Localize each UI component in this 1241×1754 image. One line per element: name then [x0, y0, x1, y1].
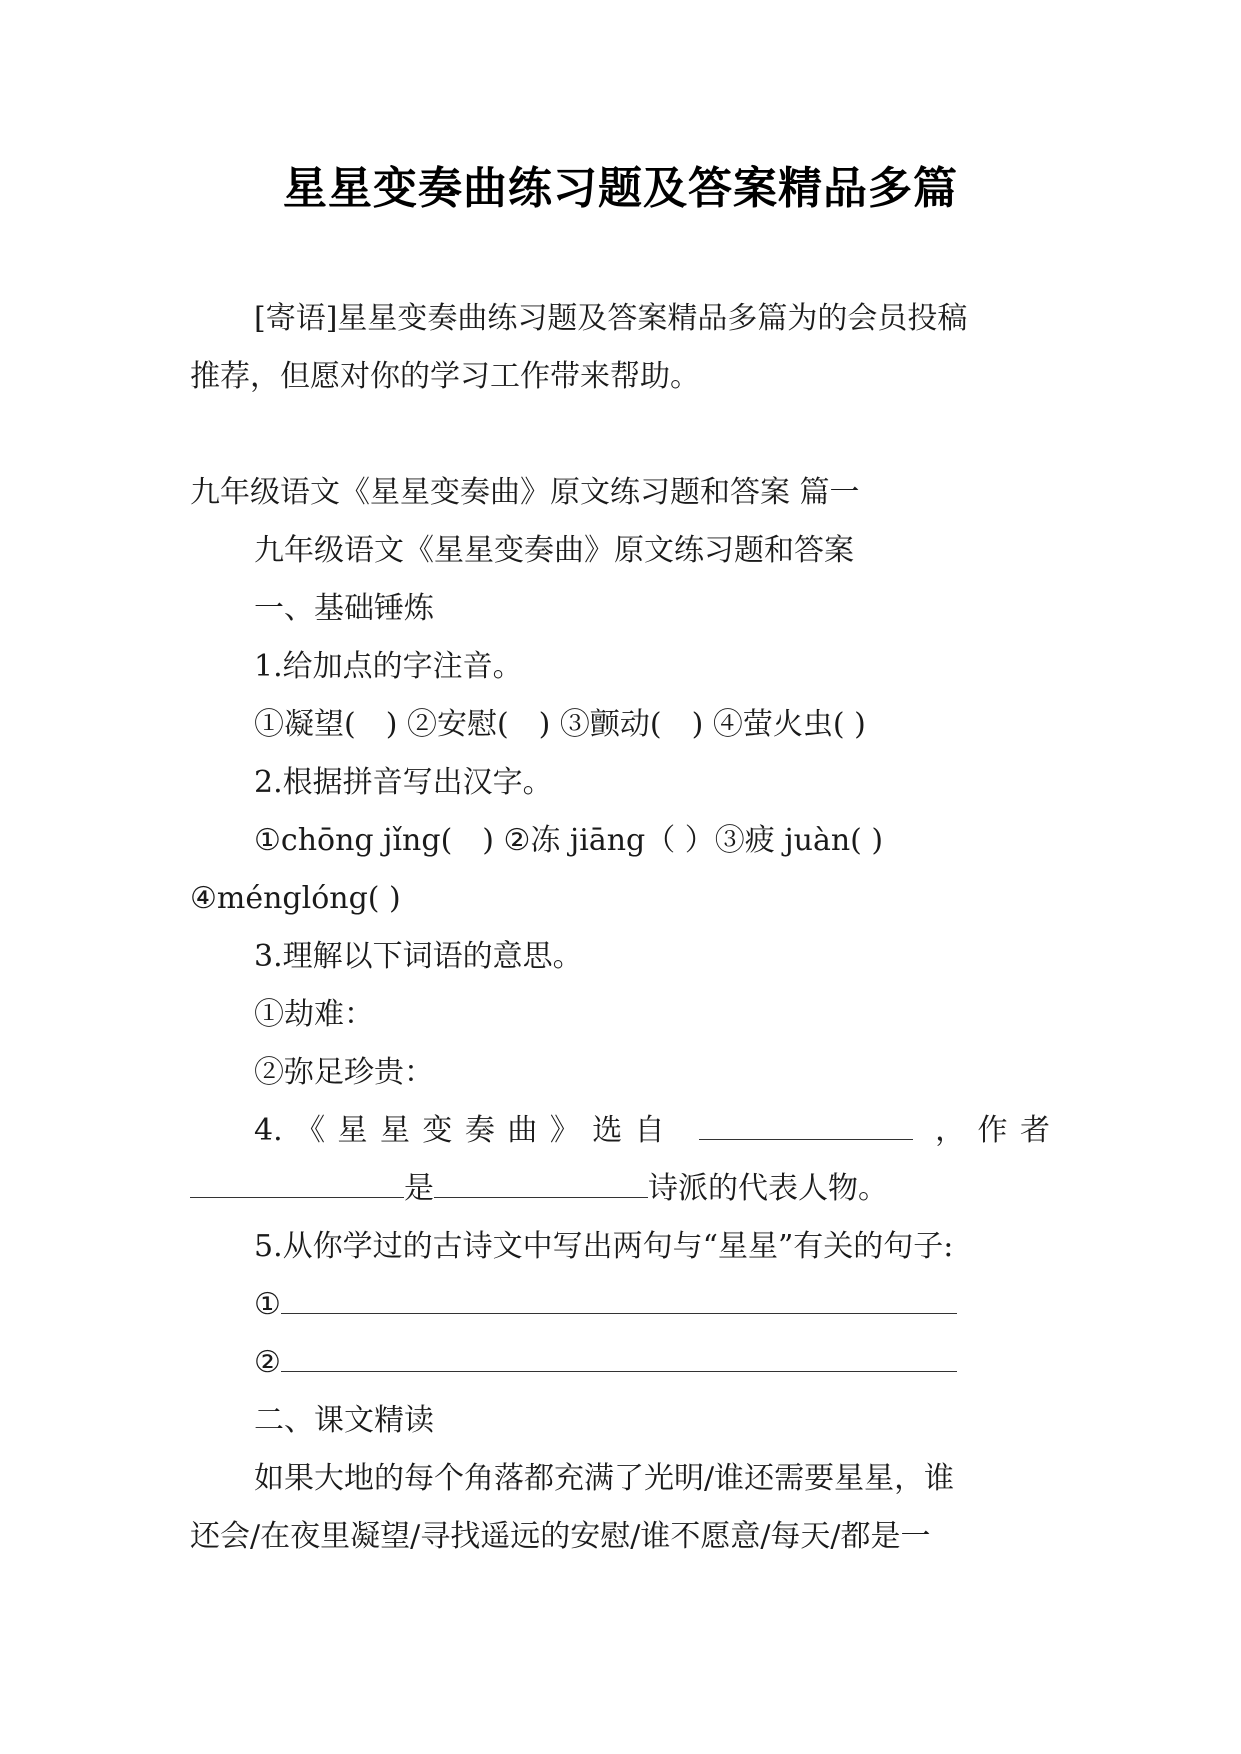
reading-text-line-1: 如果大地的每个角落都充满了光明/谁还需要星星，谁 [254, 1461, 955, 1496]
question-3: 3.理解以下词语的意思。 [254, 939, 583, 974]
question-4-line-1 [190, 1102, 1050, 1160]
question-4-text-a: 4.《星星变奏曲》选自 [254, 1113, 678, 1148]
question-1-items: ①凝望( ) ②安慰( ) ③颤动( ) ④萤火虫( ) [254, 707, 866, 742]
part2-heading: 二、课文精读 [254, 1403, 434, 1438]
section-heading: 九年级语文《星星变奏曲》原文练习题和答案 篇一 [190, 475, 860, 510]
question-2-items-line-1: ①chōng jǐng( ) ②冻 jiāng（ ）③疲 juàn( ) [254, 823, 884, 858]
question-4-text-c: 是 [404, 1171, 434, 1206]
question-5-item-1 [190, 1276, 1050, 1334]
fill-blank-line-2[interactable] [281, 1337, 957, 1372]
question-5-item-2 [190, 1334, 1050, 1392]
question-5-marker-2: ② [254, 1345, 281, 1380]
part1-heading: 一、基础锤炼 [254, 591, 434, 626]
question-2-items-line-2: ④ménglóng( ) [190, 881, 401, 916]
question-3-item-2: ②弥足珍贵： [254, 1055, 434, 1090]
intro-line-1: [寄语]星星变奏曲练习题及答案精品多篇为的会员投稿 [254, 301, 968, 336]
reading-text-line-2: 还会/在夜里凝望/寻找遥远的安慰/谁不愿意/每天/都是一 [190, 1519, 931, 1554]
spacer [190, 406, 1050, 464]
question-2: 2.根据拼音写出汉字。 [254, 765, 553, 800]
fill-blank-school[interactable] [434, 1163, 648, 1198]
question-3-item-1: ①劫难： [254, 997, 374, 1032]
document-body [190, 290, 1050, 1566]
fill-blank-author[interactable] [190, 1163, 404, 1198]
question-5-marker-1: ① [254, 1287, 281, 1322]
section-subtitle: 九年级语文《星星变奏曲》原文练习题和答案 [254, 533, 854, 568]
intro-line-2: 推荐，但愿对你的学习工作带来帮助。 [190, 359, 700, 394]
fill-blank-line-1[interactable] [281, 1279, 957, 1314]
question-4-text-d: 诗派的代表人物。 [648, 1171, 888, 1206]
fill-blank-source[interactable] [699, 1105, 913, 1140]
question-5: 5.从你学过的古诗文中写出两句与“星星”有关的句子: [254, 1229, 954, 1264]
document-title: 星星变奏曲练习题及答案精品多篇 [283, 163, 958, 214]
question-1: 1.给加点的字注音。 [254, 649, 523, 684]
question-4-line-2 [190, 1160, 1050, 1218]
question-4-text-b: ，作者 [935, 1113, 1051, 1148]
